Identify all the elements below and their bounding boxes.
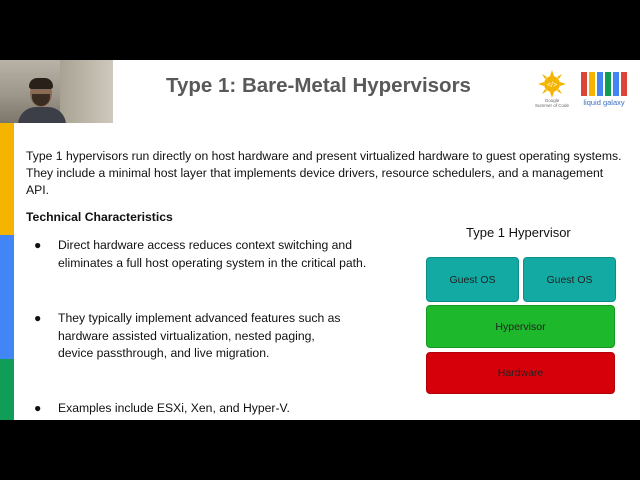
- bullet-item: [34, 310, 378, 363]
- slide: [0, 60, 640, 420]
- webcam-feed: [0, 60, 113, 123]
- guest-os-box: Guest OS: [523, 257, 616, 302]
- hardware-box: Hardware: [426, 352, 615, 394]
- bullet-line: They typically implement advanced features such as: [58, 311, 341, 325]
- bullet-line: device passthrough, and live migration.: [58, 346, 270, 360]
- hypervisor-box: Hypervisor: [426, 305, 615, 348]
- accent-stripe-blue: [0, 235, 14, 359]
- bullet-item: [34, 237, 378, 272]
- liquid-galaxy-bars-icon: [581, 72, 627, 96]
- sun-icon: [538, 70, 566, 98]
- bullet-dot-icon: ●: [34, 238, 42, 252]
- bullet-line: eliminates a full host operating system in the critical path.: [58, 255, 367, 270]
- section-heading: Technical Characteristics: [26, 210, 173, 224]
- gsoc-logo: [530, 70, 574, 118]
- gsoc-line2: Summer of Code: [534, 103, 569, 108]
- bullet-dot-icon: ●: [34, 311, 42, 325]
- bullet-line: Examples include ESXi, Xen, and Hyper-V.: [58, 401, 290, 415]
- svg-text:</>: </>: [546, 82, 558, 89]
- bullet-item: [34, 400, 378, 418]
- accent-stripe-green: [0, 359, 14, 420]
- slide-title: Type 1: Bare-Metal Hypervisors: [166, 74, 471, 97]
- bullet-dot-icon: ●: [34, 401, 42, 415]
- liquid-galaxy-logo: [581, 72, 627, 116]
- accent-stripe-yellow: [0, 123, 14, 235]
- diagram-title: Type 1 Hypervisor: [466, 225, 571, 240]
- guest-os-box: Guest OS: [426, 257, 519, 302]
- intro-paragraph: Type 1 hypervisors run directly on host hardware and present virtualized hardware to guest operating systems. They include a minimal host layer that implements device drivers, resource schedulers, and a management API.: [26, 149, 622, 197]
- gsoc-line1: Google: [544, 98, 560, 103]
- bullet-line: Direct hardware access reduces context switching and: [58, 238, 352, 252]
- bullet-line: hardware assisted virtualization, nested paging,: [58, 328, 315, 343]
- liquid-galaxy-text: liquid galaxy: [583, 98, 625, 107]
